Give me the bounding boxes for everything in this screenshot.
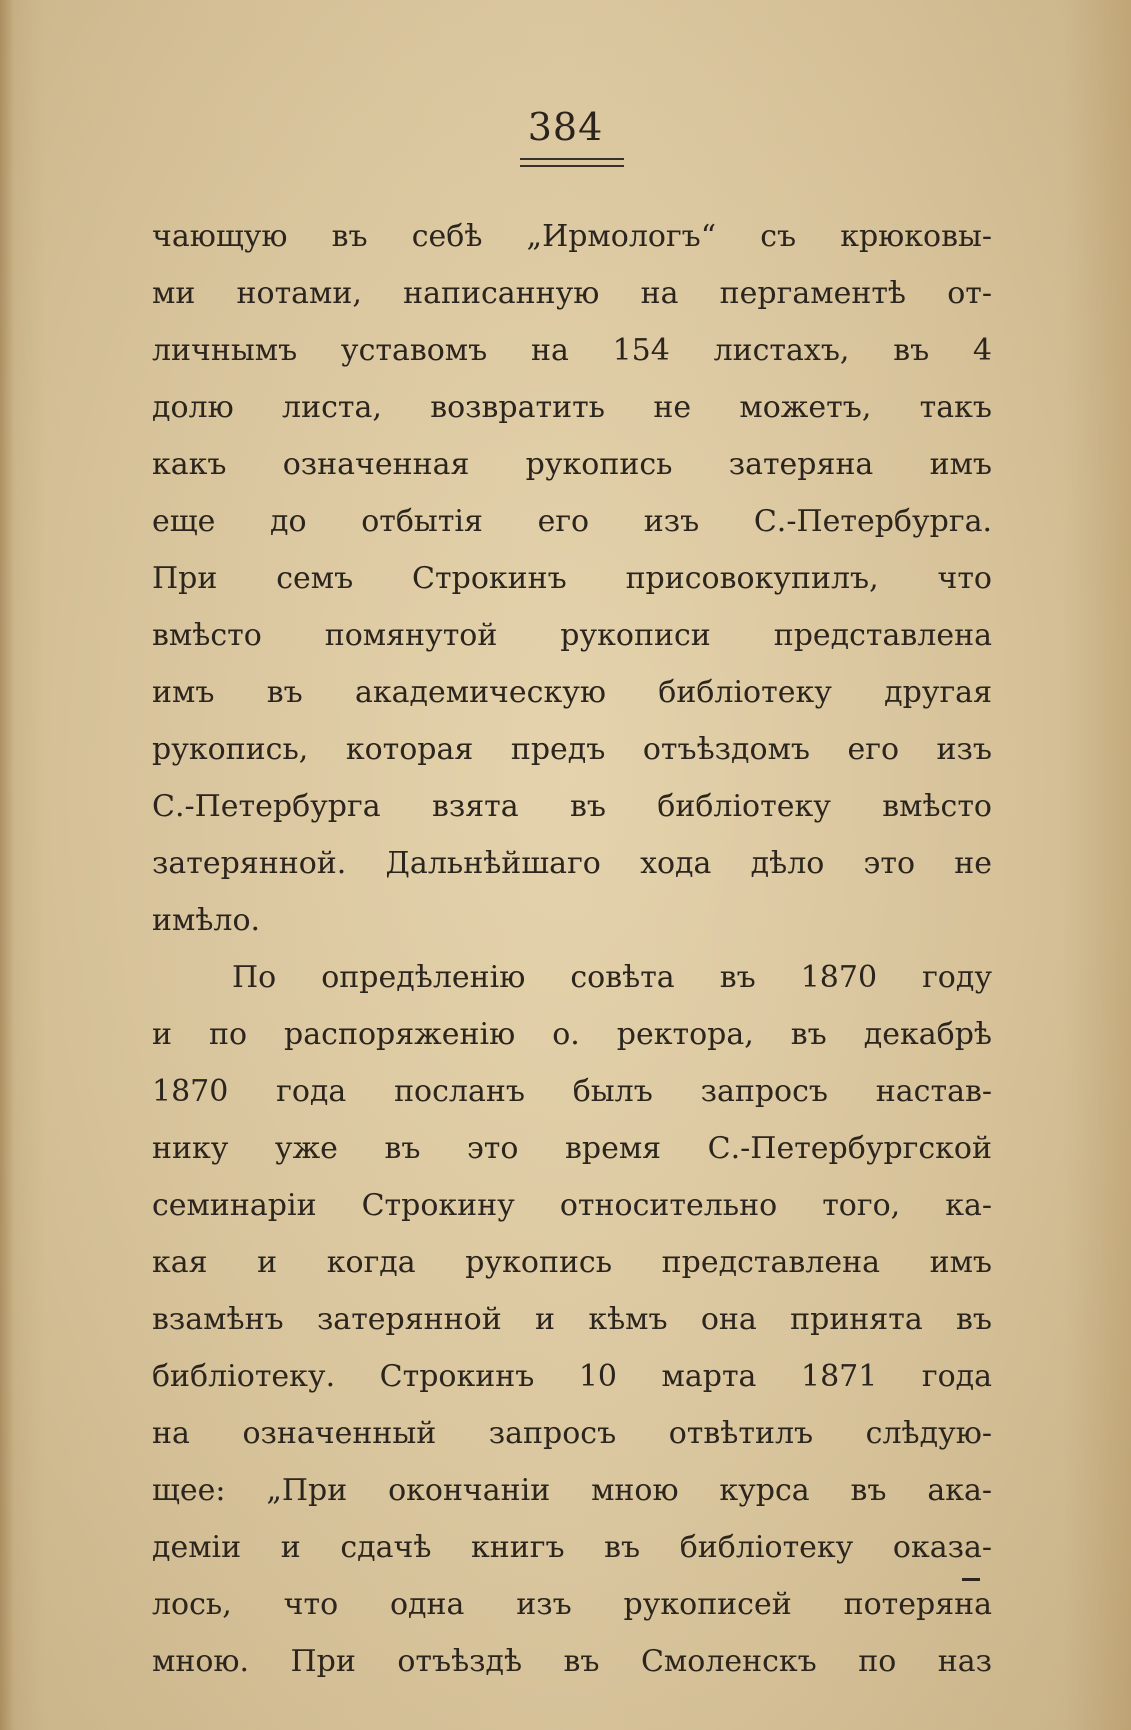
text-line: семинаріи Строкину относительно того, ка-	[152, 1188, 992, 1223]
text-line: кая и когда рукопись представлена имъ	[152, 1245, 992, 1280]
text-line: деміи и сдачѣ книгъ въ библіотеку оказа-	[152, 1530, 992, 1565]
text-line: щее: „При окончаніи мною курса въ ака-	[152, 1473, 992, 1508]
text-line: затерянной. Дальнѣйшаго хода дѣло это не	[152, 846, 992, 881]
text-line: При семъ Строкинъ присовокупилъ, что	[152, 561, 992, 596]
body-text	[152, 208, 992, 1690]
text-line: личнымъ уставомъ на 154 листахъ, въ 4	[152, 333, 992, 368]
text-line: По опредѣленію совѣта въ 1870 году	[232, 960, 992, 995]
text-line: лось, что одна изъ рукописей потеряна	[152, 1587, 992, 1622]
text-line: С.-Петербурга взята въ библіотеку вмѣсто	[152, 789, 992, 824]
text-line: имѣло.	[152, 903, 261, 938]
text-line: на означенный запросъ отвѣтилъ слѣдую-	[152, 1416, 992, 1451]
text-line: и по распоряженію о. ректора, въ декабрѣ	[152, 1017, 992, 1052]
text-line: ми нотами, написанную на пергаментѣ от-	[152, 276, 992, 311]
text-line: нику уже въ это время С.-Петербургской	[152, 1131, 992, 1166]
text-line: чающую въ себѣ „Ирмологъ“ съ крюковы-	[152, 219, 992, 254]
page-number: 384	[527, 105, 604, 149]
text-line: рукопись, которая предъ отъѣздомъ его изъ	[152, 732, 992, 767]
text-line: библіотеку. Строкинъ 10 марта 1871 года	[152, 1359, 992, 1394]
text-line: вмѣсто помянутой рукописи представлена	[152, 618, 992, 653]
text-line: еще до отбытія его изъ С.-Петербурга.	[152, 504, 992, 539]
text-line: мною. При отъѣздѣ въ Смоленскъ по наз	[152, 1644, 992, 1679]
text-line: долю листа, возвратить не можетъ, такъ	[152, 390, 992, 425]
catchword-dash	[962, 1578, 980, 1581]
page-edge-shadow	[0, 0, 14, 1730]
page-number-underline-second	[520, 165, 624, 167]
page-number-underline	[520, 158, 624, 160]
text-line: имъ въ академическую библіотеку другая	[152, 675, 992, 710]
text-line: какъ означенная рукопись затеряна имъ	[152, 447, 992, 482]
text-line: взамѣнъ затерянной и кѣмъ она принята въ	[152, 1302, 992, 1337]
text-line: 1870 года посланъ былъ запросъ настав-	[152, 1074, 992, 1109]
